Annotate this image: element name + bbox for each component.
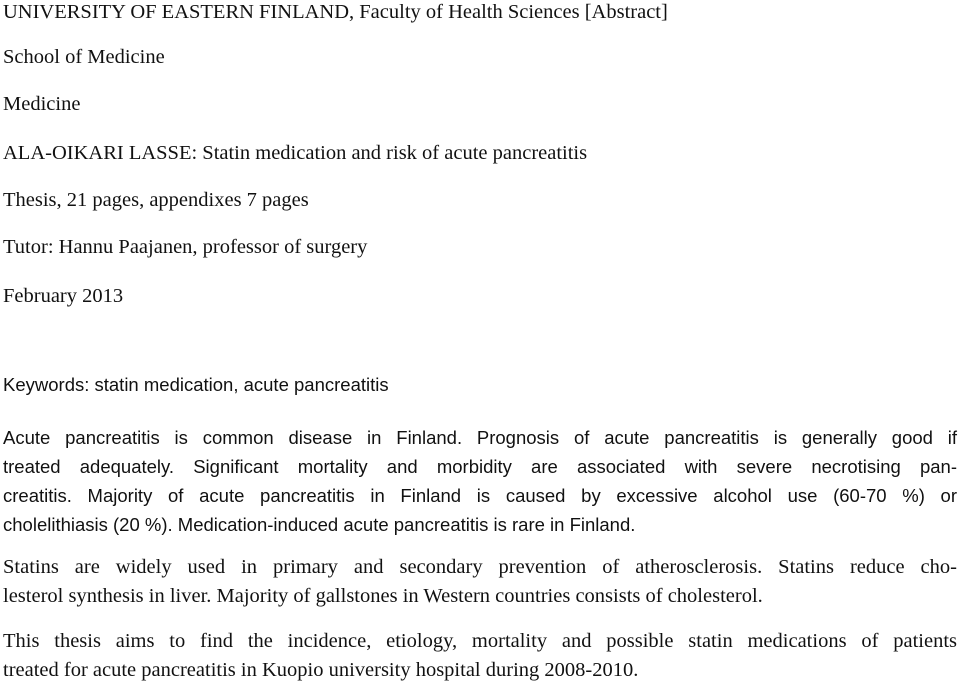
author-and-title: ALA-OIKARI LASSE: Statin medication and risk of acute pancreatitis [3,142,588,164]
paragraph-3-line-1: This thesis aims to find the incidence, etiology, mortality and possible statin medications of patients [3,630,957,652]
program-name: Medicine [3,93,81,115]
university-heading: UNIVERSITY OF EASTERN FINLAND, Faculty of Health Sciences [Abstract] [3,1,668,23]
paragraph-2-line-1: Statins are widely used in primary and secondary prevention of atherosclerosis. Statins reduce cho- [3,556,957,578]
keywords-line: Keywords: statin medication, acute pancreatitis [3,374,389,395]
thesis-info: Thesis, 21 pages, appendixes 7 pages [3,189,309,211]
abstract-paragraph-2 [3,553,957,611]
paragraph-1-line-1: Acute pancreatitis is common disease in Finland. Prognosis of acute pancreatitis is generally good if [3,427,957,448]
paragraph-3-line-2: treated for acute pancreatitis in Kuopio university hospital during 2008-2010. [3,659,639,681]
paragraph-1-line-4: cholelithiasis (20 %). Medication-induced acute pancreatitis is rare in Finland. [3,514,636,535]
date-line: February 2013 [3,285,124,307]
abstract-paragraph-3 [3,627,957,685]
school-name: School of Medicine [3,46,165,68]
paragraph-1-line-2: treated adequately. Significant mortality and morbidity are associated with severe necrotising pan- [3,456,957,477]
paragraph-1-line-3: creatitis. Majority of acute pancreatitis in Finland is caused by excessive alcohol use (60-70 %) or [3,485,957,506]
tutor-line: Tutor: Hannu Paajanen, professor of surgery [3,236,368,258]
paragraph-2-line-2: lesterol synthesis in liver. Majority of gallstones in Western countries consists of cholesterol. [3,585,763,607]
abstract-paragraph-1 [3,423,957,539]
